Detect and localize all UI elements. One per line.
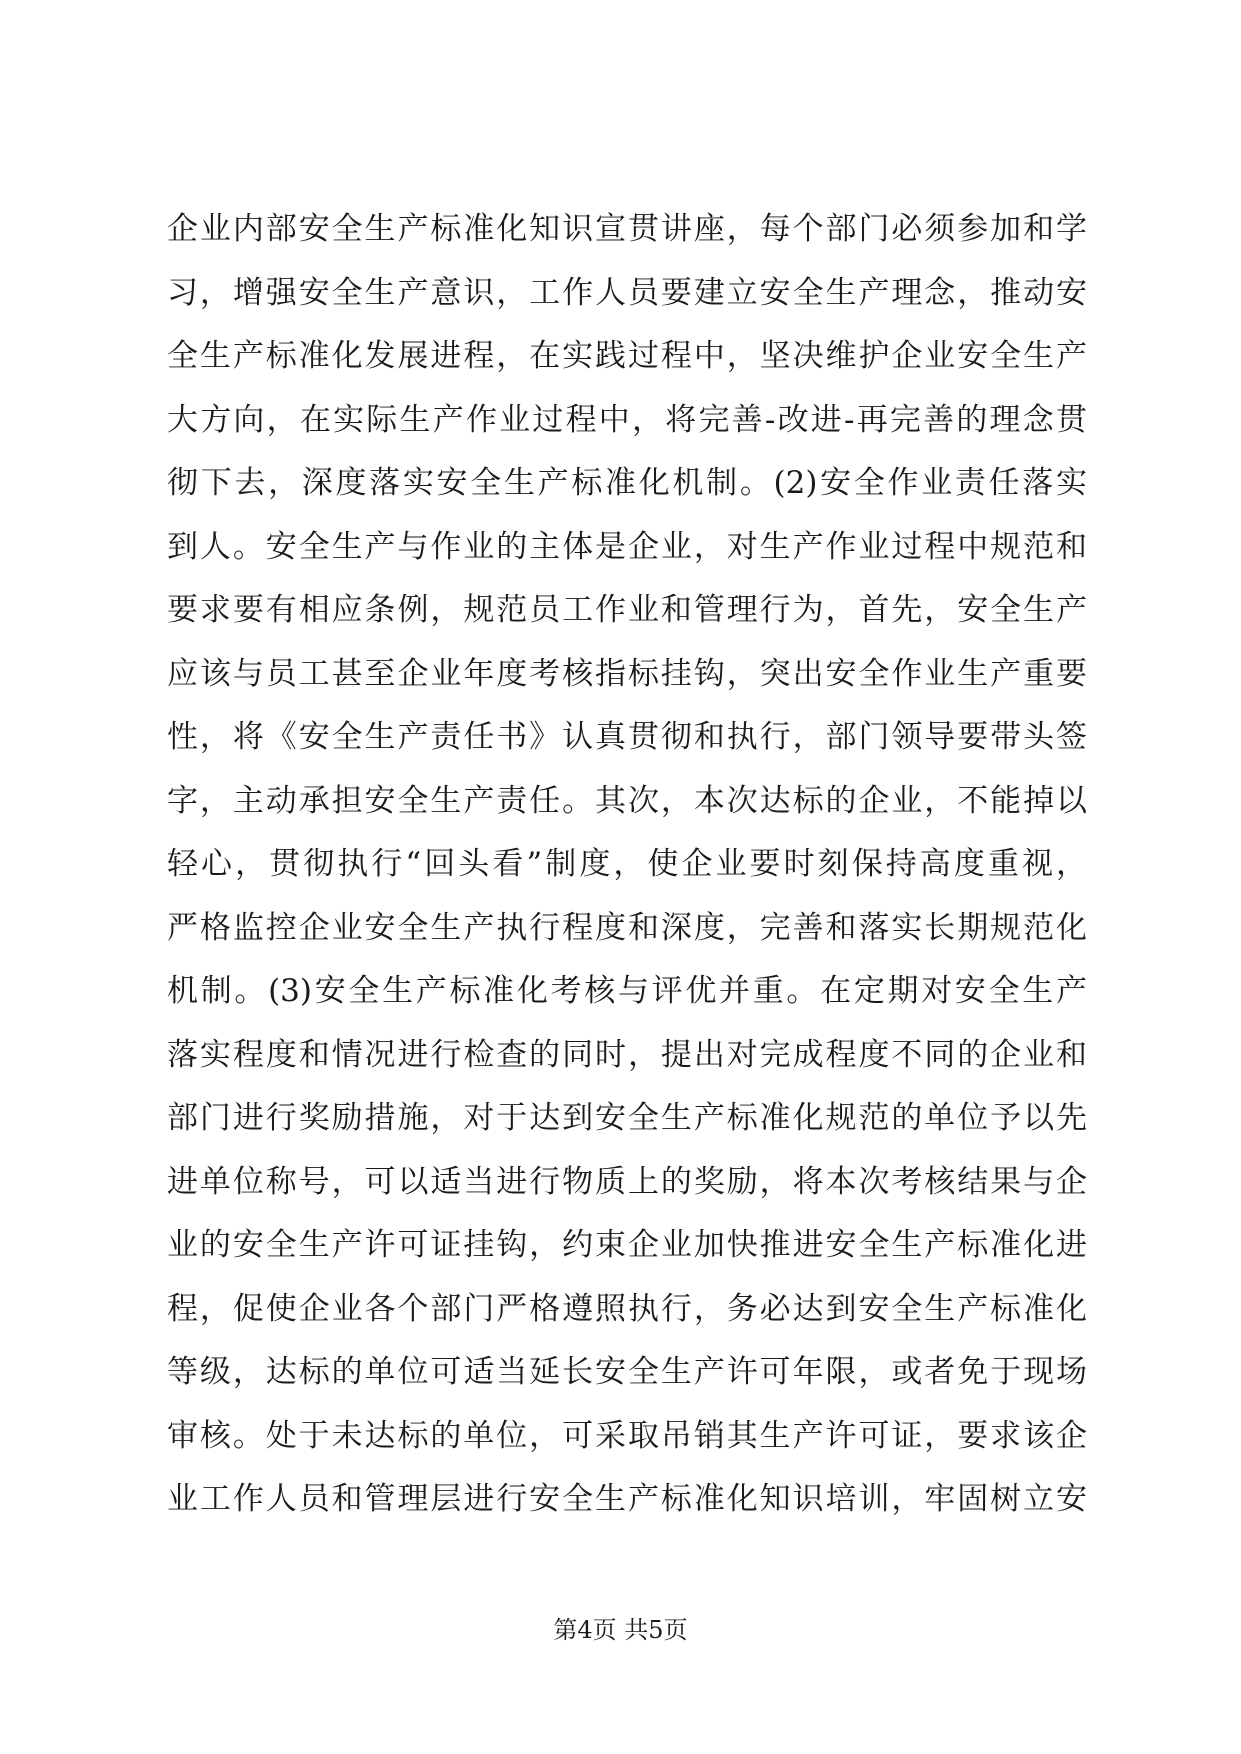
text-line: 要求要有相应条例，规范员工作业和管理行为，首先，安全生产 [167, 592, 1087, 628]
text-line: 字，主动承担安全生产责任。其次，本次达标的企业，不能掉以 [167, 782, 1087, 819]
text-line: 进单位称号，可以适当进行物质上的奖励，将本次考核结果与企 [167, 1163, 1087, 1200]
text-line: 业的安全生产许可证挂钩，约束企业加快推进安全生产标准化进 [167, 1227, 1087, 1263]
text-line: 业工作人员和管理层进行安全生产标准化知识培训，牢固树立安 [167, 1481, 1087, 1517]
text-line: 到人。安全生产与作业的主体是企业，对生产作业过程中规范和 [167, 528, 1087, 565]
text-line: 性，将《安全生产责任书》认真贯彻和执行，部门领导要带头签 [167, 719, 1087, 755]
text-line: 轻心，贯彻执行“回头看”制度，使企业要时刻保持高度重视， [167, 846, 1087, 882]
text-line: 大方向，在实际生产作业过程中，将完善-改进-再完善的理念贯 [167, 401, 1087, 438]
text-line: 部门进行奖励措施，对于达到安全生产标准化规范的单位予以先 [167, 1100, 1087, 1136]
text-line: 企业内部安全生产标准化知识宣贯讲座，每个部门必须参加和学 [167, 211, 1087, 247]
text-line: 全生产标准化发展进程，在实践过程中，坚决维护企业安全生产 [167, 338, 1087, 374]
text-line: 等级，达标的单位可适当延长安全生产许可年限，或者免于现场 [167, 1354, 1087, 1390]
text-line: 应该与员工甚至企业年度考核指标挂钩，突出安全作业生产重要 [167, 655, 1087, 692]
body-text [167, 211, 1087, 1563]
text-line: 机制。(3)安全生产标准化考核与评优并重。在定期对安全生产 [167, 973, 1087, 1009]
text-line: 程，促使企业各个部门严格遵照执行，务必达到安全生产标准化 [167, 1290, 1087, 1327]
text-line: 审核。处于未达标的单位，可采取吊销其生产许可证，要求该企 [167, 1417, 1087, 1454]
text-line: 落实程度和情况进行检查的同时，提出对完成程度不同的企业和 [167, 1036, 1087, 1073]
text-line: 严格监控企业安全生产执行程度和深度，完善和落实长期规范化 [167, 909, 1087, 946]
text-line: 习，增强安全生产意识，工作人员要建立安全生产理念，推动安 [167, 274, 1087, 311]
page-footer: 第4页 共5页 [553, 1616, 688, 1644]
text-line: 彻下去，深度落实安全生产标准化机制。(2)安全作业责任落实 [167, 465, 1087, 501]
